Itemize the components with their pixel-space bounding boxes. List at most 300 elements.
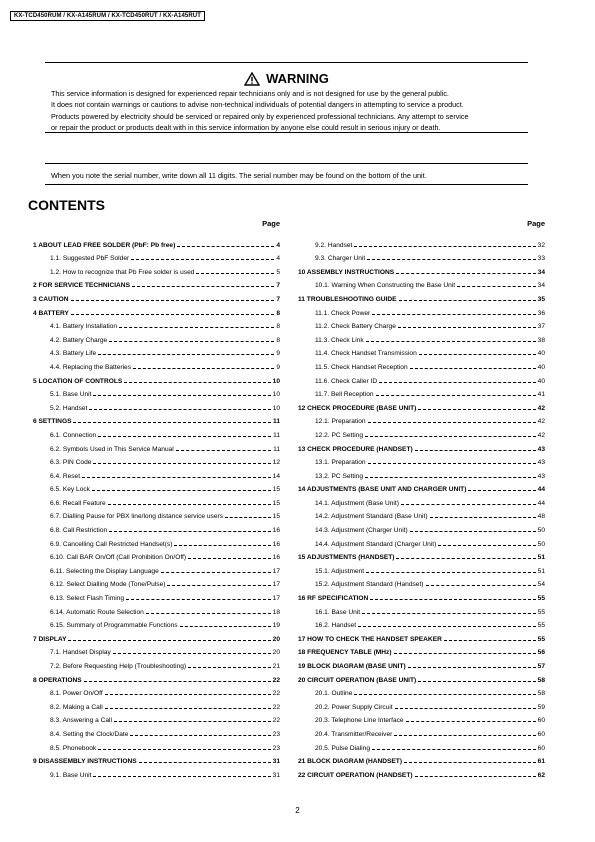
- toc-entry-page: 34: [537, 268, 545, 276]
- toc-entry-title: 6.10. Call BAR On/Off (Call Prohibition On/Off): [50, 554, 187, 562]
- toc-entry-page: 8: [276, 336, 280, 344]
- toc-entry-title: 6.13. Select Flash Timing: [50, 595, 125, 603]
- toc-entry-title: 14.1. Adjustment (Base Unit): [315, 499, 399, 507]
- toc-entry[interactable]: [33, 330, 280, 344]
- toc-entry-title: 6.14. Automatic Route Selection: [50, 608, 144, 616]
- toc-entry-page: 58: [537, 676, 545, 684]
- toc-entry[interactable]: [298, 534, 545, 548]
- toc-leader: [105, 694, 271, 695]
- toc-entry[interactable]: [33, 249, 280, 263]
- toc-entry-page: 57: [537, 663, 545, 670]
- toc-entry[interactable]: [33, 480, 280, 494]
- toc-entry[interactable]: [298, 425, 545, 439]
- toc-entry[interactable]: [33, 357, 280, 371]
- toc-leader: [394, 653, 536, 654]
- toc-entry[interactable]: [33, 425, 280, 439]
- toc-leader: [176, 450, 271, 451]
- toc-entry-title: 11.4. Check Handset Transmission: [315, 350, 417, 358]
- toc-entry[interactable]: [298, 670, 545, 684]
- toc-entry-title: 7.1. Handset Display: [50, 649, 111, 657]
- toc-entry[interactable]: [33, 412, 280, 426]
- warning-title-text: WARNING: [266, 71, 329, 86]
- toc-entry-page: 23: [272, 744, 280, 752]
- toc-entry-page: 61: [537, 758, 545, 766]
- toc-leader: [410, 368, 536, 369]
- toc-entry[interactable]: [33, 371, 280, 385]
- toc-leader: [73, 422, 271, 423]
- toc-entry-title: 13 CHECK PROCEDURE (HANDSET): [298, 445, 413, 453]
- toc-leader: [457, 286, 536, 287]
- toc-entry[interactable]: [33, 262, 280, 276]
- toc-leader: [468, 490, 535, 491]
- toc-entry[interactable]: [33, 616, 280, 630]
- toc-entry-page: 56: [537, 649, 545, 657]
- toc-entry-title: 6.3. PIN Code: [50, 459, 92, 467]
- toc-leader: [415, 776, 536, 777]
- toc-entry-title: 8 OPERATIONS: [33, 676, 82, 684]
- toc-entry[interactable]: [33, 453, 280, 467]
- toc-entry-page: 5: [276, 268, 280, 276]
- toc-leader: [109, 531, 270, 532]
- toc-leader: [444, 640, 536, 641]
- toc-entry[interactable]: [298, 289, 545, 303]
- toc-entry-page: 23: [272, 730, 280, 738]
- warning-box: [45, 62, 528, 133]
- toc-entry[interactable]: [298, 711, 545, 725]
- toc-entry-title: 8.1. Power On/Off: [50, 690, 103, 698]
- toc-leader: [132, 286, 274, 287]
- toc-entry-page: 34: [537, 282, 545, 290]
- toc-entry-title: 6.8. Call Restriction: [50, 527, 108, 535]
- toc-leader: [419, 354, 536, 355]
- toc-entry[interactable]: [298, 493, 545, 507]
- toc-leader: [196, 273, 274, 274]
- toc-entry-page: 40: [537, 363, 545, 371]
- toc-entry[interactable]: [33, 439, 280, 453]
- toc-entry-title: 14.4. Adjustment Standard (Charger Unit): [315, 540, 437, 548]
- toc-entry-title: 5 LOCATION OF CONTROLS: [33, 377, 123, 385]
- toc-entry-page: 40: [537, 377, 545, 385]
- toc-leader: [98, 354, 274, 355]
- toc-leader: [415, 450, 536, 451]
- toc-entry-title: 22 CIRCUIT OPERATION (HANDSET): [298, 771, 413, 779]
- toc-entry[interactable]: [33, 520, 280, 534]
- toc-leader: [370, 599, 535, 600]
- warning-text: [51, 88, 528, 133]
- toc-entry-title: 20 CIRCUIT OPERATION (BASE UNIT): [298, 676, 417, 684]
- toc-entry-page: 43: [537, 472, 545, 480]
- toc-leader: [368, 422, 536, 423]
- toc-entry[interactable]: [298, 330, 545, 344]
- toc-entry[interactable]: [298, 507, 545, 521]
- toc-entry-page: 11: [273, 418, 280, 426]
- toc-entry[interactable]: [33, 289, 280, 303]
- toc-entry-title: 6.7. Dialling Pause for PBX line/long distance service users: [50, 513, 223, 521]
- toc-entry[interactable]: [33, 684, 280, 698]
- toc-leader: [372, 749, 536, 750]
- toc-entry-title: 11.5. Check Handset Reception: [315, 363, 408, 371]
- toc-entry[interactable]: [298, 235, 545, 249]
- toc-entry-title: 6.11. Selecting the Display Language: [50, 567, 159, 575]
- toc-entry-title: 6.4. Reset: [50, 472, 81, 480]
- toc-entry[interactable]: [33, 765, 280, 779]
- toc-entry-title: 15.1. Adjustment: [315, 567, 365, 575]
- toc-entry-page: 22: [272, 703, 280, 711]
- toc-entry-page: 7: [276, 295, 280, 303]
- toc-entry[interactable]: [298, 684, 545, 698]
- toc-leader: [84, 681, 271, 682]
- toc-leader: [93, 776, 270, 777]
- toc-entry-page: 55: [537, 622, 545, 630]
- toc-entry[interactable]: [33, 643, 280, 657]
- toc-entry-title: 1 ABOUT LEAD FREE SOLDER (PbF: Pb free): [33, 241, 176, 249]
- toc-entry-page: 51: [537, 567, 545, 575]
- toc-leader: [225, 517, 271, 518]
- toc-entry-title: 6.6. Recall Feature: [50, 499, 106, 507]
- toc-entry-title: 11.2. Check Battery Charge: [315, 323, 396, 331]
- toc-entry[interactable]: [33, 398, 280, 412]
- toc-entry-page: 35: [537, 295, 545, 303]
- toc-leader: [406, 721, 536, 722]
- toc-entry-title: 2 FOR SERVICE TECHNICIANS: [33, 282, 130, 290]
- toc-entry-page: 37: [537, 323, 545, 331]
- toc-leader: [358, 626, 536, 627]
- toc-entry[interactable]: [298, 385, 545, 399]
- toc-entry-title: 21 BLOCK DIAGRAM (HANDSET): [298, 758, 403, 766]
- toc-entry[interactable]: [298, 629, 545, 643]
- toc-entry[interactable]: [33, 507, 280, 521]
- toc-leader: [161, 572, 271, 573]
- toc-entry-page: 55: [537, 608, 545, 616]
- toc-entry-title: 9.2. Handset: [315, 241, 353, 249]
- toc-entry-page: 9: [276, 363, 280, 371]
- toc-entry-page: 4: [276, 241, 280, 249]
- toc-leader: [396, 558, 535, 559]
- toc-entry-title: 9.1. Base Unit: [50, 771, 92, 779]
- warning-line: This service information is designed for experienced repair technicians only and is not designed for use by the general public.: [51, 89, 449, 98]
- toc-entry-page: 10: [272, 404, 280, 412]
- toc-entry-title: 20.1. Outline: [315, 690, 353, 698]
- toc-entry-title: 20.3. Telephone Line Interface: [315, 717, 404, 725]
- toc-entry-page: 33: [537, 255, 545, 263]
- toc-entry-title: 4.4. Replacing the Batteries: [50, 363, 132, 371]
- toc-entry[interactable]: [298, 466, 545, 480]
- toc-entry-title: 9 DISASSEMBLY INSTRUCTIONS: [33, 758, 137, 766]
- toc-leader: [410, 531, 536, 532]
- toc-entry-page: 60: [537, 744, 545, 752]
- toc-entry-page: 11: [273, 445, 280, 453]
- toc-leader: [365, 477, 536, 478]
- page-column-header: Page: [527, 219, 545, 228]
- toc-entry-page: 50: [537, 540, 545, 548]
- toc-entry-page: 43: [537, 459, 545, 467]
- toc-entry-title: 20.2. Power Supply Circuit: [315, 703, 393, 711]
- toc-entry-title: 15.2. Adjustment Standard (Handset): [315, 581, 424, 589]
- toc-leader: [126, 599, 271, 600]
- toc-entry-title: 7.2. Before Requesting Help (Troubleshooting): [50, 663, 187, 670]
- toc-leader: [131, 259, 274, 260]
- warning-title: [45, 71, 528, 86]
- toc-entry-title: 11 TROUBLESHOOTING GUIDE: [298, 295, 397, 303]
- toc-entry-title: 8.4. Setting the Clock/Date: [50, 730, 129, 738]
- toc-entry[interactable]: [298, 262, 545, 276]
- warning-line: Products powered by electricity should be serviced or repaired only by experienced professional technicians. Any attempt to service: [51, 111, 469, 121]
- toc-entry[interactable]: [298, 357, 545, 371]
- toc-entry-title: 10 ASSEMBLY INSTRUCTIONS: [298, 268, 395, 276]
- toc-entry[interactable]: [33, 561, 280, 575]
- toc-entry[interactable]: [298, 561, 545, 575]
- toc-entry-page: 48: [537, 513, 545, 521]
- toc-entry-title: 5.2. Handset: [50, 404, 88, 412]
- toc-entry-page: 22: [272, 676, 280, 684]
- toc-entry-page: 15: [272, 513, 280, 521]
- toc-entry[interactable]: [33, 575, 280, 589]
- toc-leader: [188, 667, 271, 668]
- toc-entry[interactable]: [298, 371, 545, 385]
- toc-entry-title: 5.1. Base Unit: [50, 391, 92, 399]
- toc-entry-page: 4: [276, 255, 280, 263]
- toc-leader: [398, 327, 536, 328]
- warning-triangle-icon: [244, 72, 260, 86]
- toc-entry-title: 14 ADJUSTMENTS (BASE UNIT AND CHARGER UNIT): [298, 486, 467, 494]
- toc-leader: [396, 273, 536, 274]
- toc-leader: [146, 613, 271, 614]
- toc-leader: [418, 681, 535, 682]
- toc-leader: [418, 409, 535, 410]
- toc-entry[interactable]: [33, 235, 280, 249]
- toc-entry-page: 16: [272, 554, 280, 562]
- toc-entry-page: 59: [537, 703, 545, 711]
- toc-entry-page: 17: [272, 581, 280, 589]
- toc-entry[interactable]: [33, 629, 280, 643]
- toc-leader: [354, 246, 535, 247]
- toc-leader: [93, 395, 270, 396]
- toc-leader: [105, 708, 271, 709]
- toc-leader: [395, 708, 536, 709]
- toc-entry-page: 15: [272, 499, 280, 507]
- toc-entry-title: 20.5. Pulse Dialing: [315, 744, 370, 752]
- toc-entry-page: 54: [537, 581, 545, 589]
- toc-leader: [89, 409, 270, 410]
- toc-entry-title: 16.1. Base Unit: [315, 608, 361, 616]
- toc-leader: [167, 585, 270, 586]
- toc-entry[interactable]: [33, 738, 280, 752]
- warning-line: It does not contain warnings or cautions to advise non-technical individuals of potential dangers in attempting to service a product.: [51, 100, 464, 110]
- toc-entry-title: 6.15. Summary of Programmable Functions: [50, 622, 178, 630]
- page-number: 2: [295, 806, 300, 815]
- toc-entry-title: 8.3. Answering a Call: [50, 717, 112, 725]
- toc-leader: [367, 259, 535, 260]
- toc-entry-title: 7 DISPLAY: [33, 635, 67, 643]
- toc-leader: [124, 382, 270, 383]
- toc-entry[interactable]: [33, 276, 280, 290]
- toc-entry[interactable]: [33, 724, 280, 738]
- toc-entry-page: 15: [272, 486, 280, 494]
- toc-entry[interactable]: [298, 724, 545, 738]
- toc-entry-page: 42: [537, 431, 545, 439]
- toc-entry-title: 13.1. Preparation: [315, 459, 366, 467]
- toc-entry-title: 6.5. Key Lock: [50, 486, 90, 494]
- toc-entry[interactable]: [298, 480, 545, 494]
- toc-entry-title: 11.6. Check Caller ID: [315, 377, 378, 385]
- serial-note-box: [45, 163, 528, 185]
- toc-entry-title: 13.2. PC Setting: [315, 472, 364, 480]
- toc-leader: [401, 504, 536, 505]
- toc-entry[interactable]: [33, 656, 280, 670]
- toc-entry-page: 8: [276, 309, 280, 317]
- toc-leader: [114, 721, 271, 722]
- toc-leader: [133, 368, 274, 369]
- toc-right-column: [298, 219, 545, 779]
- toc-leader: [98, 436, 271, 437]
- toc-entry-title: 4.3. Battery Life: [50, 350, 97, 358]
- toc-entry[interactable]: [298, 656, 545, 670]
- toc-entry-page: 36: [537, 309, 545, 317]
- toc-entry-page: 44: [537, 499, 545, 507]
- toc-entry-page: 22: [272, 717, 280, 725]
- toc-entry-page: 18: [272, 608, 280, 616]
- toc-leader: [119, 327, 274, 328]
- toc-entry-title: 6.1. Connection: [50, 431, 97, 439]
- toc-leader: [174, 545, 270, 546]
- toc-entry-page: 58: [537, 690, 545, 698]
- toc-entry-page: 11: [273, 431, 280, 439]
- toc-entry[interactable]: [33, 303, 280, 317]
- toc-entry[interactable]: [33, 466, 280, 480]
- toc-leader: [93, 463, 270, 464]
- toc-entry-page: 9: [276, 350, 280, 358]
- toc-leader: [399, 300, 536, 301]
- toc-leader: [404, 762, 536, 763]
- toc-entry-page: 31: [272, 758, 280, 766]
- toc-entry[interactable]: [298, 616, 545, 630]
- toc-entry-page: 60: [537, 717, 545, 725]
- toc-entry[interactable]: [33, 493, 280, 507]
- toc-entry[interactable]: [298, 548, 545, 562]
- toc-entry-page: 62: [537, 771, 545, 779]
- toc-entry[interactable]: [33, 670, 280, 684]
- toc-leader: [130, 735, 270, 736]
- toc-entry[interactable]: [298, 697, 545, 711]
- toc-leader: [394, 735, 535, 736]
- toc-leader: [188, 558, 271, 559]
- toc-entry[interactable]: [298, 520, 545, 534]
- toc-entry-title: 6.12. Select Dialling Mode (Tone/Pulse): [50, 581, 166, 589]
- toc-entry[interactable]: [298, 412, 545, 426]
- toc-entry-title: 16 RF SPECIFICATION: [298, 595, 369, 603]
- toc-entry[interactable]: [298, 303, 545, 317]
- toc-entry[interactable]: [33, 548, 280, 562]
- toc-entry-page: 8: [276, 323, 280, 331]
- toc-leader: [68, 640, 270, 641]
- toc-entry[interactable]: [298, 643, 545, 657]
- toc-leader: [92, 490, 271, 491]
- toc-entry[interactable]: [33, 385, 280, 399]
- toc-entry-title: 11.3. Check Link: [315, 336, 364, 344]
- toc-entry-title: 6.2. Symbols Used in This Service Manual: [50, 445, 174, 453]
- toc-entry[interactable]: [298, 317, 545, 331]
- toc-left-column: [33, 219, 280, 779]
- toc-leader: [177, 246, 274, 247]
- toc-leader: [368, 463, 536, 464]
- toc-entry-page: 41: [537, 391, 545, 399]
- toc-entry-page: 10: [272, 377, 280, 385]
- toc-entry[interactable]: [33, 534, 280, 548]
- serial-note-text: When you note the serial number, write down all 11 digits. The serial number may be found on the bottom of the unit.: [51, 171, 427, 180]
- toc-entry-page: 10: [272, 391, 280, 399]
- toc-entry-page: 32: [537, 241, 545, 249]
- toc-leader: [426, 585, 536, 586]
- toc-entry-title: 1.2. How to recognize that Pb Free solder is used: [50, 268, 195, 276]
- toc-entry[interactable]: [298, 439, 545, 453]
- toc-entry[interactable]: [33, 711, 280, 725]
- toc-entry[interactable]: [33, 344, 280, 358]
- toc-entry-title: 6 SETTINGS: [33, 418, 72, 426]
- toc-entry[interactable]: [33, 752, 280, 766]
- toc-entry[interactable]: [298, 575, 545, 589]
- toc-entry-page: 20: [272, 635, 280, 643]
- toc-entry-page: 55: [537, 595, 545, 603]
- toc-entry-title: 4.1. Battery Installation: [50, 323, 118, 331]
- toc-entry[interactable]: [298, 344, 545, 358]
- toc-entry[interactable]: [298, 765, 545, 779]
- toc-entry-title: 17 HOW TO CHECK THE HANDSET SPEAKER: [298, 635, 442, 643]
- toc-entry-page: 43: [537, 445, 545, 453]
- toc-leader: [71, 314, 274, 315]
- toc-entry[interactable]: [33, 697, 280, 711]
- toc-entry-title: 14.2. Adjustment Standard (Base Unit): [315, 513, 428, 521]
- toc-entry-title: 8.5. Phonebook: [50, 744, 97, 752]
- toc-leader: [366, 341, 536, 342]
- toc-entry[interactable]: [33, 602, 280, 616]
- toc-entry-title: 9.3. Charger Unit: [315, 255, 366, 263]
- toc-leader: [365, 436, 536, 437]
- toc-leader: [82, 477, 271, 478]
- toc-entry[interactable]: [298, 453, 545, 467]
- toc-entry-page: 42: [537, 418, 545, 426]
- toc-entry-page: 16: [272, 540, 280, 548]
- toc-leader: [98, 749, 270, 750]
- toc-entry[interactable]: [298, 738, 545, 752]
- toc-leader: [362, 613, 536, 614]
- toc-entry-page: 31: [272, 771, 280, 779]
- toc-leader: [438, 545, 535, 546]
- toc-leader: [408, 667, 536, 668]
- toc-entry[interactable]: [298, 398, 545, 412]
- model-header-tag: KX-TCD450RUM / KX-A145RUM / KX-TCD450RUT / KX-A145RUT: [10, 11, 205, 21]
- toc-entry-title: 1.1. Suggested PbF Solder: [50, 255, 130, 263]
- toc-entry-title: 20.4. Transmitter/Receiver: [315, 730, 393, 738]
- toc-entry[interactable]: [298, 752, 545, 766]
- toc-entry[interactable]: [298, 602, 545, 616]
- toc-entry-page: 19: [272, 622, 280, 630]
- toc-entry[interactable]: [298, 276, 545, 290]
- toc-entry[interactable]: [298, 249, 545, 263]
- toc-leader: [139, 762, 271, 763]
- toc-entry[interactable]: [33, 317, 280, 331]
- toc-leader: [379, 382, 535, 383]
- toc-entry-title: 3 CAUTION: [33, 295, 69, 303]
- toc-entry[interactable]: [298, 588, 545, 602]
- toc-entry-title: 11.7. Bell Reception: [315, 391, 374, 399]
- toc-entry-page: 40: [537, 350, 545, 358]
- toc-leader: [71, 300, 275, 301]
- toc-entry-page: 20: [272, 649, 280, 657]
- toc-entry[interactable]: [33, 588, 280, 602]
- toc-entry-page: 16: [272, 527, 280, 535]
- toc-leader: [366, 572, 536, 573]
- toc-entry-title: 12 CHECK PROCEDURE (BASE UNIT): [298, 404, 417, 412]
